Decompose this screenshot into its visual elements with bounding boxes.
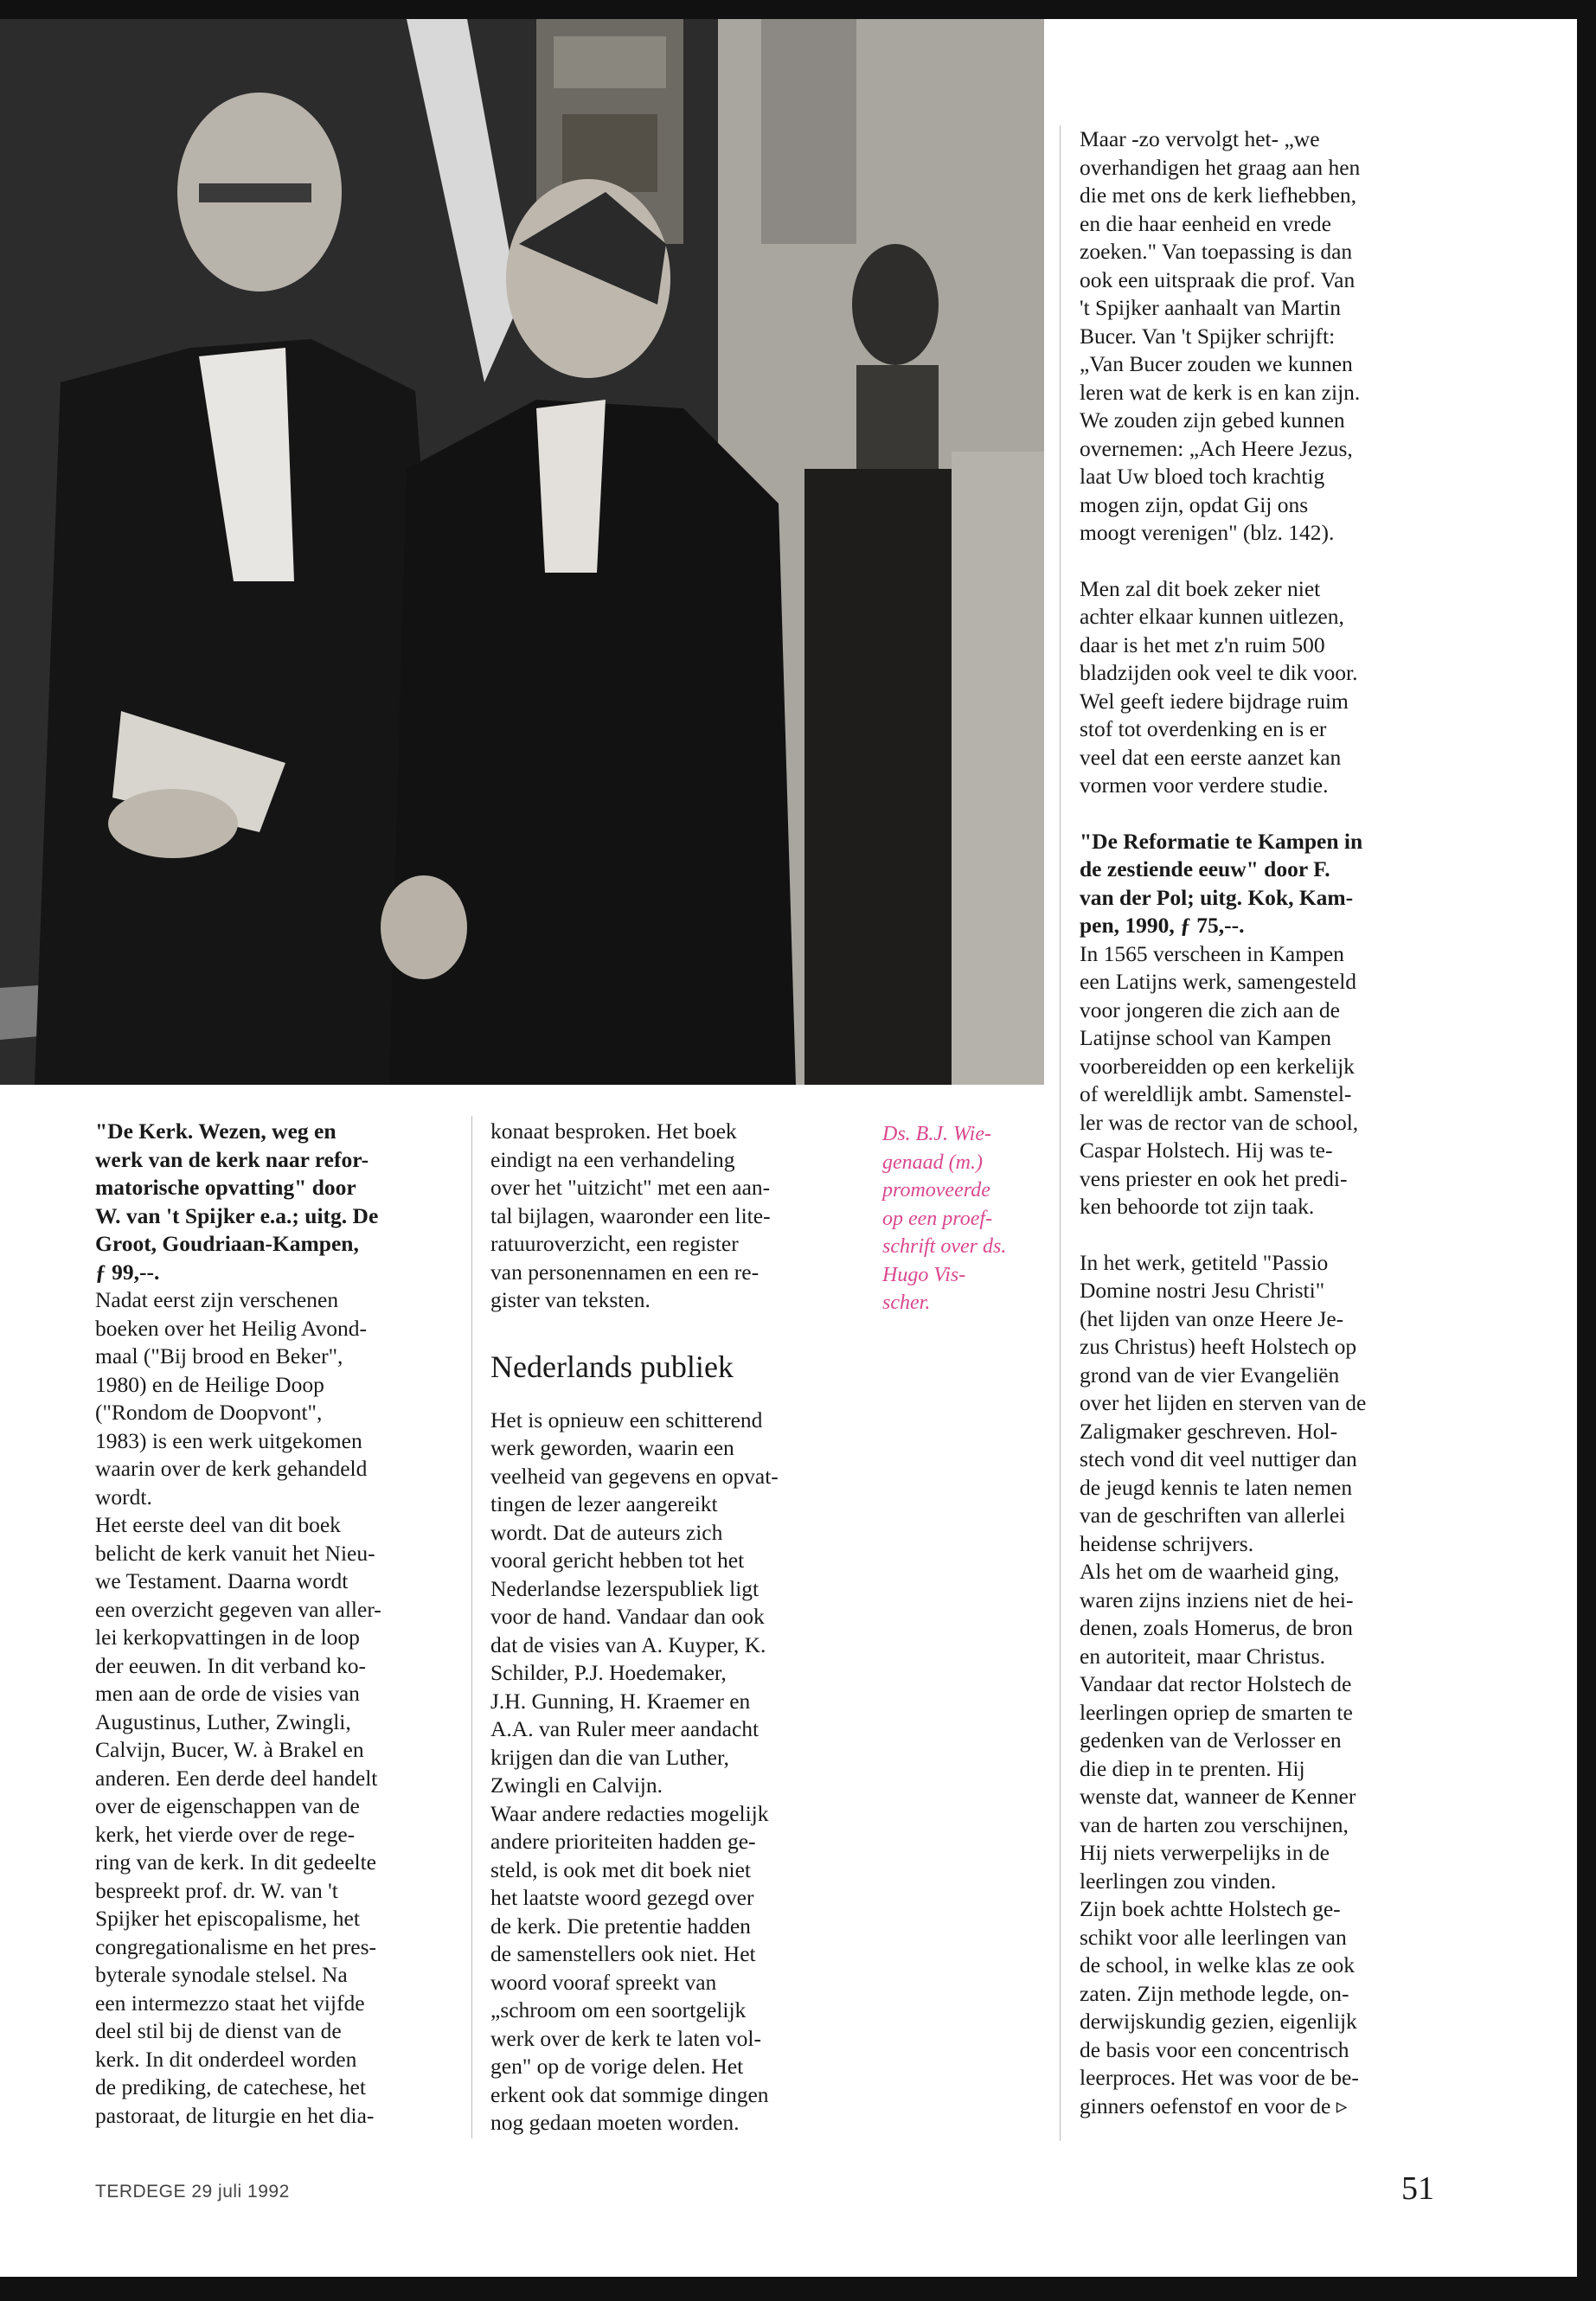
article-column-1 — [95, 1118, 463, 2130]
article-paragraph: Maar -zo vervolgt het- „we overhandigen het graag aan hen die met ons de kerk liefhebben, en die haar eenheid en vrede zoeken." Van toepassing is dan ook een uitspraak die prof. Van 't Spijker aanhaalt van Martin Bucer. Van 't Spijker schrijft: „Van Bucer zouden we kunnen leren wat de kerk is en kan zijn. We zouden zijn gebed kunnen overnemen: „Ach Heere Jezus, laat Uw bloed toch krachtig mogen zijn, opdat Gij ons moogt verenigen" (blz. 142). — [1080, 126, 1361, 545]
book-review-heading-2: "De Reformatie te Kampen in de zestiende eeuw" door F. van der Pol; uitg. Kok, Kam- pen, 1990, ƒ 75,--. — [1080, 828, 1363, 938]
column-divider — [471, 1116, 472, 2138]
article-body-2-intro: konaat besproken. Het boek eindigt na een verhandeling over het "uitzicht" met een aan- tal bijlagen, waaronder een lite- ratuuroverzicht, een register van personennamen en een re- gister van teksten. — [490, 1118, 771, 1312]
section-title: Nederlands publiek — [490, 1349, 734, 1384]
article-column-3 — [1080, 125, 1443, 2120]
article-paragraph: Men zal dit boek zeker niet achter elkaar kunnen uitlezen, daar is het met z'n ruim 500 bladzijden ook veel te dik voor. Wel geeft iedere bijdrage ruim stof tot overdenking en is er veel dat een eerste aanzet kan vormen voor verdere studie. — [1080, 575, 1358, 798]
column-divider — [1060, 125, 1061, 2141]
article-column-2 — [490, 1118, 845, 2138]
article-paragraph: In 1565 verscheen in Kampen een Latijns werk, samengesteld voor jongeren die zich aan de Latijnse school van Kampen voorbereidden op een kerkelijk of wereldlijk ambt. Samenstel- ler was de rector van de school, Caspar Holstech. Hij was te- vens priester en ook het predi- ken behoorde tot zijn taak. — [1080, 940, 1359, 1219]
book-review-heading-1: "De Kerk. Wezen, weg en werk van de kerk naar refor- matorische opvatting" door W. van 't Spijker e.a.; uitg. De Groot, Goudriaan-Kampen, ƒ 99,--. — [95, 1118, 379, 1285]
page-frame-right — [1577, 0, 1596, 2301]
publication-footer: TERDEGE 29 juli 1992 — [95, 2182, 290, 2202]
photo-icon — [0, 19, 1044, 1085]
article-paragraph: In het werk, getiteld "Passio Domine nostri Jesu Christi" (het lijden van onze Heere Je- zus Christus) heeft Holstech op grond van de vier Evangeliën over het lijden en sterven van de Zaligmaker geschreven. Hol- stech vond dit veel nuttiger dan de jeugd kennis te laten nemen van de geschriften van allerlei heidense schrijvers. Als het om de waarheid ging, waren zijns inziens niet de hei- denen, zoals Homerus, de bron en autoriteit, maar Christus. Vandaar dat rector Holstech de leerlingen opriep de smarten te gedenken van de Verlosser en die diep in te prenten. Hij wenste dat, wanneer de Kenner van de harten zou verschijnen, Hij niets verwerpelijks in de leerlingen zou vinden. Zijn boek achtte Holstech ge- schikt voor alle leerlingen van de school, in welke klas ze ook zaten. Zijn methode legde, on- derwijskundig gezien, eigenlijk de basis voor een concentrisch leerproces. Het was voor de be- ginners oefenstof en voor de ▹ — [1080, 1249, 1367, 2118]
article-body-2: Het is opnieuw een schitterend werk geworden, waarin een veelheid van gegevens en opvat- tingen de lezer aangereikt wordt. Dat de auteurs zich vooral gericht hebben tot het Nederlandse lezerspubliek ligt voor de hand. Vandaar dan ook dat de visies van A. Kuyper, K. Schilder, P.J. Hoedemaker, J.H. Gunning, H. Kraemer en A.A. van Ruler meer aandacht krijgen dan die van Luther, Zwingli en Calvijn. Waar andere redacties mogelijk andere prioriteiten hadden ge- steld, is ook met dit boek niet het laatste woord gezegd over de kerk. Die pretentie hadden de samenstellers ook niet. Het woord vooraf spreekt van „schroom om een soortgelijk werk over de kerk te laten vol- gen" op de vorige delen. Het erkent ook dat sommige dingen nog gedaan moeten worden. — [490, 1407, 779, 2135]
article-photo — [0, 19, 1044, 1085]
page-frame-top — [0, 0, 1596, 19]
page-number: 51 — [1401, 2170, 1434, 2207]
page-frame-bottom — [0, 2277, 1596, 2301]
photo-caption: Ds. B.J. Wie- genaad (m.) promoveerde op een proef- schrift over ds. Hugo Vis- scher. — [882, 1123, 1007, 1314]
article-body-1: Nadat eerst zijn verschenen boeken over het Heilig Avond- maal ("Bij brood en Beker", 1980) en de Heilige Doop ("Rondom de Doopvont", 1983) is een werk uitgekomen waarin over de kerk gehandeld wordt. Het eerste deel van dit boek belicht de kerk vanuit het Nieu- we Testament. Daarna wordt een overzicht gegeven van aller- lei kerkopvattingen in de loop der eeuwen. In dit verband ko- men aan de orde de visies van Augustinus, Luther, Zwingli, Calvijn, Bucer, W. à Brakel en anderen. Een derde deel handelt over de eigenschappen van de kerk, het vierde over de rege- ring van de kerk. In dit gedeelte bespreekt prof. dr. W. van 't Spijker het episcopalisme, het congregationalisme en het pres- byterale synodale stelsel. Na een intermezzo staat het vijfde deel stil bij de dienst van de kerk. In dit onderdeel worden de prediking, de catechese, het pastoraat, de liturgie en het dia- — [95, 1287, 381, 2128]
